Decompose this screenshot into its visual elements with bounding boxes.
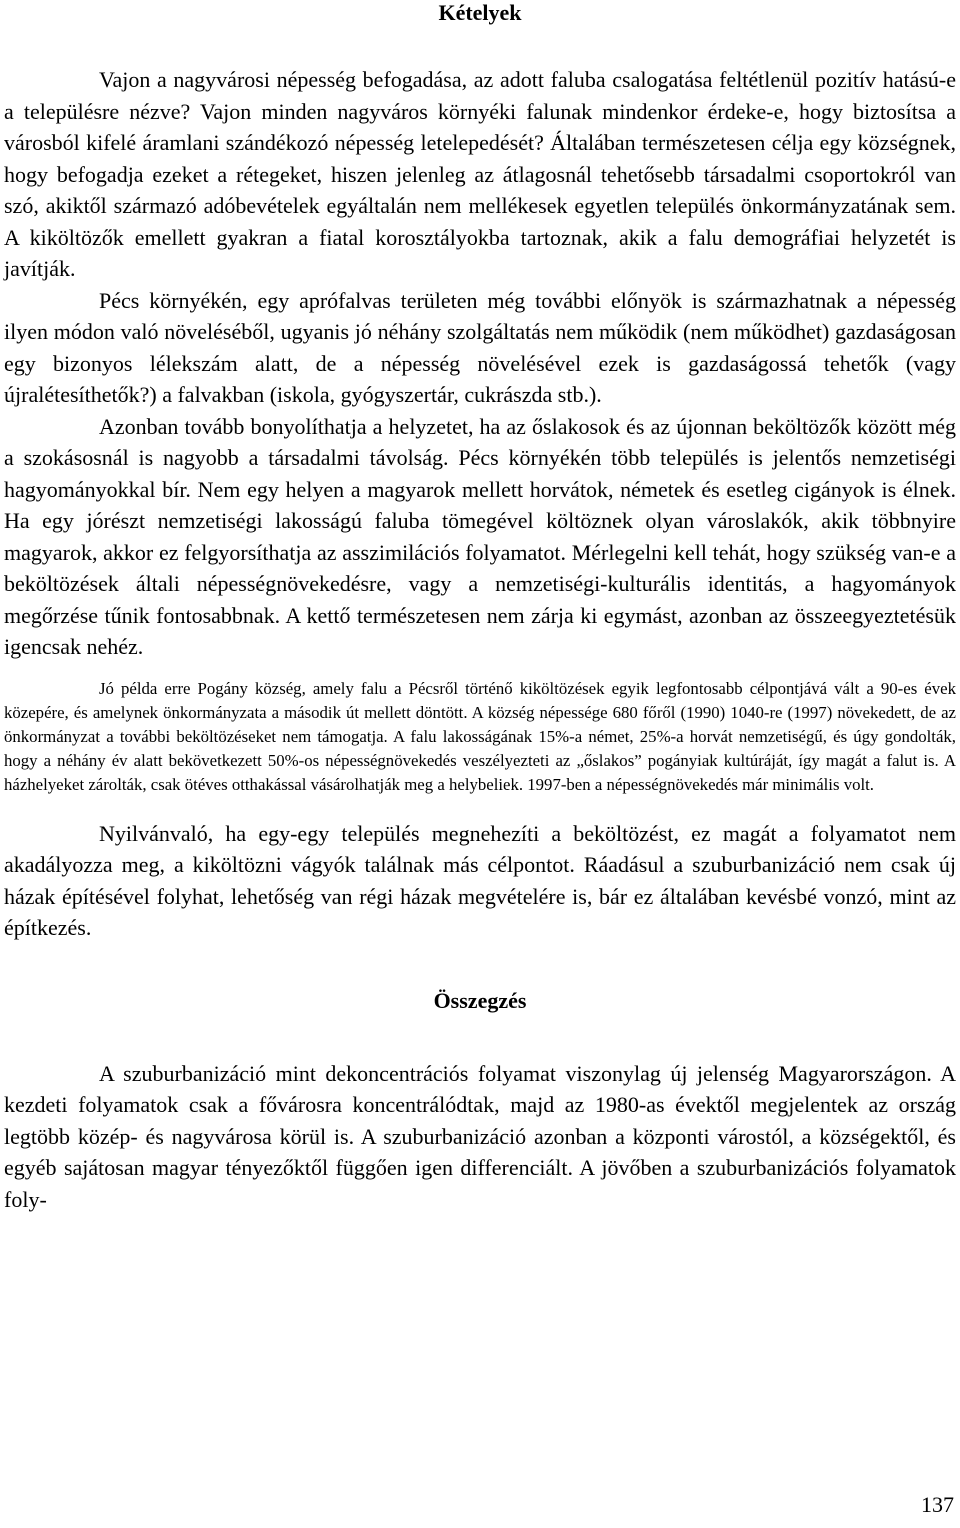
paragraph-1: Vajon a nagyvárosi népesség befogadása, az adott faluba csalogatása feltétlenül pozitív hatású-e a településre nézve? Vajon minden nagyváros környéki falunak mindenkor érdeke-e, hogy biztosítsa a városból kifelé áramlani szándékozó népesség letelepedését? Általában természetesen célja egy községnek, hogy befogadja ezeket a rétegeket, hiszen jelenleg az átlagosnál tehetősebb társadalmi csoportokról van szó, akiktől származó adóbevételek egyáltalán nem mellékesek egyetlen település önkormányzatának sem. A kiköltözők emellett gyakran a fiatal korosztályokba tartoznak, akik a falu demográfiai helyzetét is javítják. — [4, 67, 956, 281]
document-page — [4, 0, 956, 1215]
paragraph-2: Pécs környékén, egy aprófalvas területen még további előnyök is származhatnak a népesség ilyen módon való növeléséből, ugyanis jó néhány szolgáltatás nem működik (nem működhet) gazdaságosan egy bizonyos lélekszám alatt, de a népesség növelésével ezek is gazdaságossá tehetők (vagy újralétesíthetők?) a falvakban (iskola, gyógyszertár, cukrászda stb.). — [4, 287, 956, 407]
page-number: 137 — [921, 1492, 954, 1517]
section-title-osszegzes: Összegzés — [433, 987, 527, 1013]
paragraph-5: A szuburbanizáció mint dekoncentrációs folyamat viszonylag új jelenség Magyarországon. A kezdeti folyamatok csak a fővárosra koncentrálódtak, majd az 1980-as évektől megjelentek az ország legtöbb közép- és nagyvárosa körül is. A szuburbanizáció azonban a központi várostól, a községektől, és egyéb sajátosan magyar tényezőktől függően igen differenciált. A jövőben a szuburbanizációs folyamatok foly- — [4, 1060, 956, 1212]
paragraph-3: Azonban tovább bonyolíthatja a helyzetet, ha az őslakosok és az újonnan beköltözők között még a szokásosnál is nagyobb a társadalmi távolság. Pécs környékén több település is jelentős nemzetiségi hagyományokkal bír. Nem egy helyen a magyarok mellett horvátok, németek és esetleg cigányok is élnek. Ha egy jórészt nemzetiségi lakosságú faluba tömegével költöznek olyan városlakók, akik többnyire magyarok, akkor ez felgyorsíthatja az asszimilációs folyamatot. Mérlegelni kell tehát, hogy szükség van-e a beköltözések általi népességnövekedésre, vagy a nemzetiségi-kulturális identitás, a hagyományok megőrzése tűnik fontosabbnak. A kettő természetesen nem zárja ki egymást, azonban az összeegyeztetésük igencsak nehéz. — [4, 413, 956, 659]
paragraph-4: Nyilvánvaló, ha egy-egy település megnehezíti a beköltözést, ez magát a folyamatot nem akadályozza meg, a kiköltözni vágyók találnak más célpontot. Ráadásul a szuburbanizáció nem csak új házak építésével folyhat, lehetőség van régi házak megvételére is, bár ez általában kevésbé vonzó, mint az építkezés. — [4, 820, 956, 941]
example-note: Jó példa erre Pogány község, amely falu a Pécsről történő kiköltözések egyik legfontosabb célpontjává vált a 90-es évek közepére, és amelynek önkormányzata a második út mellett döntött. A község népessége 680 főről (1990) 1040-re (1997) növekedett, de az önkormányzat a további beköltözéseket nem támogatja. A falu lakosságának 15%-a német, 25%-a horvát nemzetiségű, és úgy gondolták, hogy a néhány év alatt bekövetkezett 50%-os népességnövekedés veszélyezteti az „őslakos” pogányiak kultúráját, így magát a falut is. A házhelyeket zárolták, csak ötéves otthakással vásárolhatják meg a helybeliek. 1997-ben a népességnövekedés már minimális volt. — [4, 678, 956, 795]
section-title-ketelyek: Kételyek — [438, 0, 522, 25]
